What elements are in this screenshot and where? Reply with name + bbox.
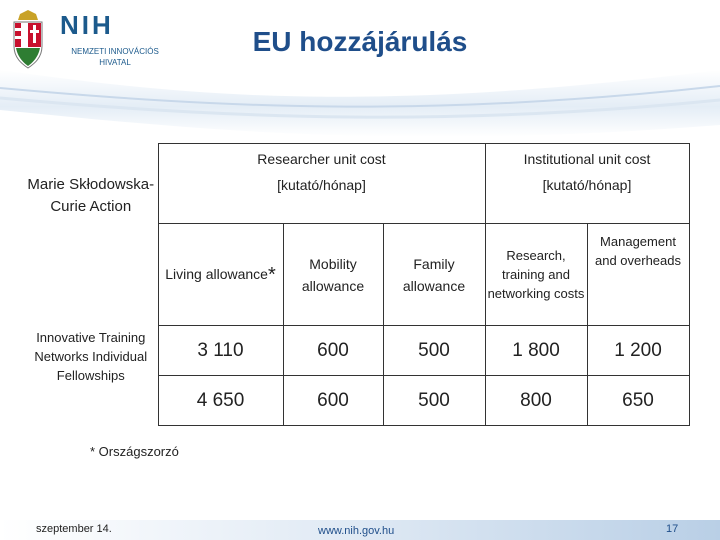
table-cell: 600 <box>283 326 383 376</box>
nih-logo-subtitle: NEMZETI INNOVÁCIÓS HIVATAL <box>71 47 159 67</box>
researcher-unit-label: [kutató/hónap] <box>158 174 485 224</box>
table-cell: 650 <box>587 376 689 426</box>
table-cell: 3 110 <box>158 326 283 376</box>
column-header-mobility-allowance: Mobility allowance <box>283 224 383 326</box>
column-header-management-overheads: Management and overheads <box>587 224 689 326</box>
nih-logo <box>60 8 190 78</box>
institutional-unit-cost-header: Institutional unit cost <box>485 144 689 174</box>
table-row <box>24 326 689 376</box>
footnote: * Országszorzó <box>90 444 179 459</box>
nih-logo-text: NIH <box>60 10 114 40</box>
researcher-unit-cost-header: Researcher unit cost <box>158 144 485 174</box>
table-cell: 500 <box>383 376 485 426</box>
eu-contribution-table <box>24 143 690 426</box>
table-cell: 800 <box>485 376 587 426</box>
category-label: Innovative Training Networks Individual Fellowships <box>34 329 148 383</box>
living-allowance-label: Living allowance <box>165 266 268 282</box>
page-title: EU hozzájárulás <box>252 26 468 57</box>
table-cell: 1 200 <box>587 326 689 376</box>
column-header-research-training-costs: Research, training and networking costs <box>485 224 587 326</box>
institutional-unit-label: [kutató/hónap] <box>485 174 689 224</box>
page-number: 17 <box>666 523 679 535</box>
footer-url: www.nih.gov.hu <box>318 525 395 537</box>
hungarian-crest-icon <box>6 6 50 70</box>
living-allowance-asterisk: * <box>267 264 276 286</box>
table-row-header: Marie Skłodowska-Curie Action <box>27 175 155 215</box>
table-cell: 4 650 <box>158 376 283 426</box>
column-header-family-allowance: Family allowance <box>383 224 485 326</box>
footer-date: szeptember 14. <box>36 523 112 535</box>
table-cell: 600 <box>283 376 383 426</box>
table-cell: 1 800 <box>485 326 587 376</box>
column-header-living-allowance <box>158 224 283 326</box>
table-cell: 500 <box>383 326 485 376</box>
